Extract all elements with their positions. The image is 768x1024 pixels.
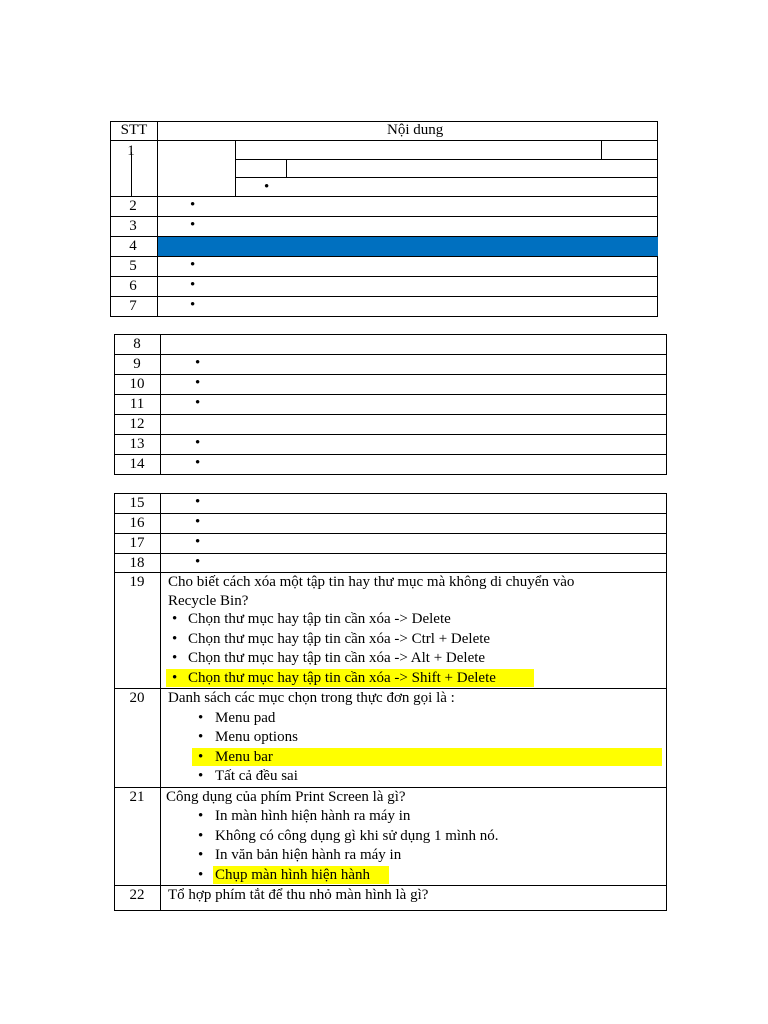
question-19-line-2: Recycle Bin? [168,593,249,609]
row-number: 20 [129,690,145,706]
q20-option-1: Menu pad [215,710,276,726]
row-number: 5 [129,258,137,274]
row-number: 4 [129,238,137,254]
row-number: 1 [127,143,135,159]
bullet: • [198,749,204,765]
row-number: 21 [129,789,145,805]
question-21: Công dụng của phím Print Screen là gì? [166,789,406,805]
question-20: Danh sách các mục chọn trong thực đơn gọi là : [168,690,455,706]
q21-option-1: In màn hình hiện hành ra máy in [215,808,411,824]
bullet: • [195,494,201,510]
bullet: • [198,710,204,726]
bullet: • [190,297,196,313]
bullet: • [198,768,204,784]
row-number: 18 [129,555,145,571]
q21-option-3: In văn bản hiện hành ra máy in [215,847,402,863]
bullet: • [190,217,196,233]
q20-option-4: Tất cả đều sai [215,768,298,784]
bullet: • [195,395,201,411]
row-number: 15 [129,495,145,511]
question-19-line-1: Cho biết cách xóa một tập tin hay thư mục mà không di chuyển vào [168,574,575,590]
bullet: • [190,277,196,293]
bullet: • [198,867,204,883]
row-number: 22 [129,887,145,903]
bullet: • [195,455,201,471]
bullet: • [195,375,201,391]
q19-option-1: Chọn thư mục hay tập tin cần xóa -> Delete [188,611,451,627]
bullet: • [198,828,204,844]
q21-option-4: Chụp màn hình hiện hành [215,867,370,883]
selected-row-highlight [158,237,658,256]
bullet: • [195,435,201,451]
bullet: • [195,554,201,570]
row-number: 9 [133,356,141,372]
bullet: • [172,670,178,686]
row-number: 11 [129,396,145,412]
row-number: 3 [129,218,137,234]
row-number: 8 [133,336,141,352]
bullet: • [198,808,204,824]
row-number: 19 [129,574,145,590]
row-number: 14 [129,456,145,472]
bullet: • [190,197,196,213]
bullet: • [172,611,178,627]
bullet: • [172,631,178,647]
bullet: • [198,729,204,745]
bullet: • [195,355,201,371]
q19-option-4: Chọn thư mục hay tập tin cần xóa -> Shift + Delete [188,670,496,686]
q21-option-2: Không có công dụng gì khi sử dụng 1 mình nó. [215,828,499,844]
row-number: 13 [129,436,145,452]
q19-option-2: Chọn thư mục hay tập tin cần xóa -> Ctrl + Delete [188,631,491,647]
row-number: 17 [129,535,145,551]
row-number: 6 [129,278,137,294]
row-number: 16 [129,515,145,531]
q19-option-3: Chọn thư mục hay tập tin cần xóa -> Alt + Delete [188,650,486,666]
row-number: 10 [129,376,145,392]
bullet: • [195,534,201,550]
q20-option-3: Menu bar [215,749,273,765]
bullet: • [264,179,270,195]
row-number: 7 [129,298,137,314]
header-stt: STT [120,122,148,138]
bullet: • [172,650,178,666]
row-number: 12 [129,416,145,432]
bullet: • [198,847,204,863]
bullet: • [190,257,196,273]
bullet: • [195,514,201,530]
question-22: Tổ hợp phím tắt để thu nhỏ màn hình là gì? [168,887,429,903]
header-content: Nội dung [387,122,444,138]
q20-option-2: Menu options [215,729,298,745]
row-number: 2 [129,198,137,214]
